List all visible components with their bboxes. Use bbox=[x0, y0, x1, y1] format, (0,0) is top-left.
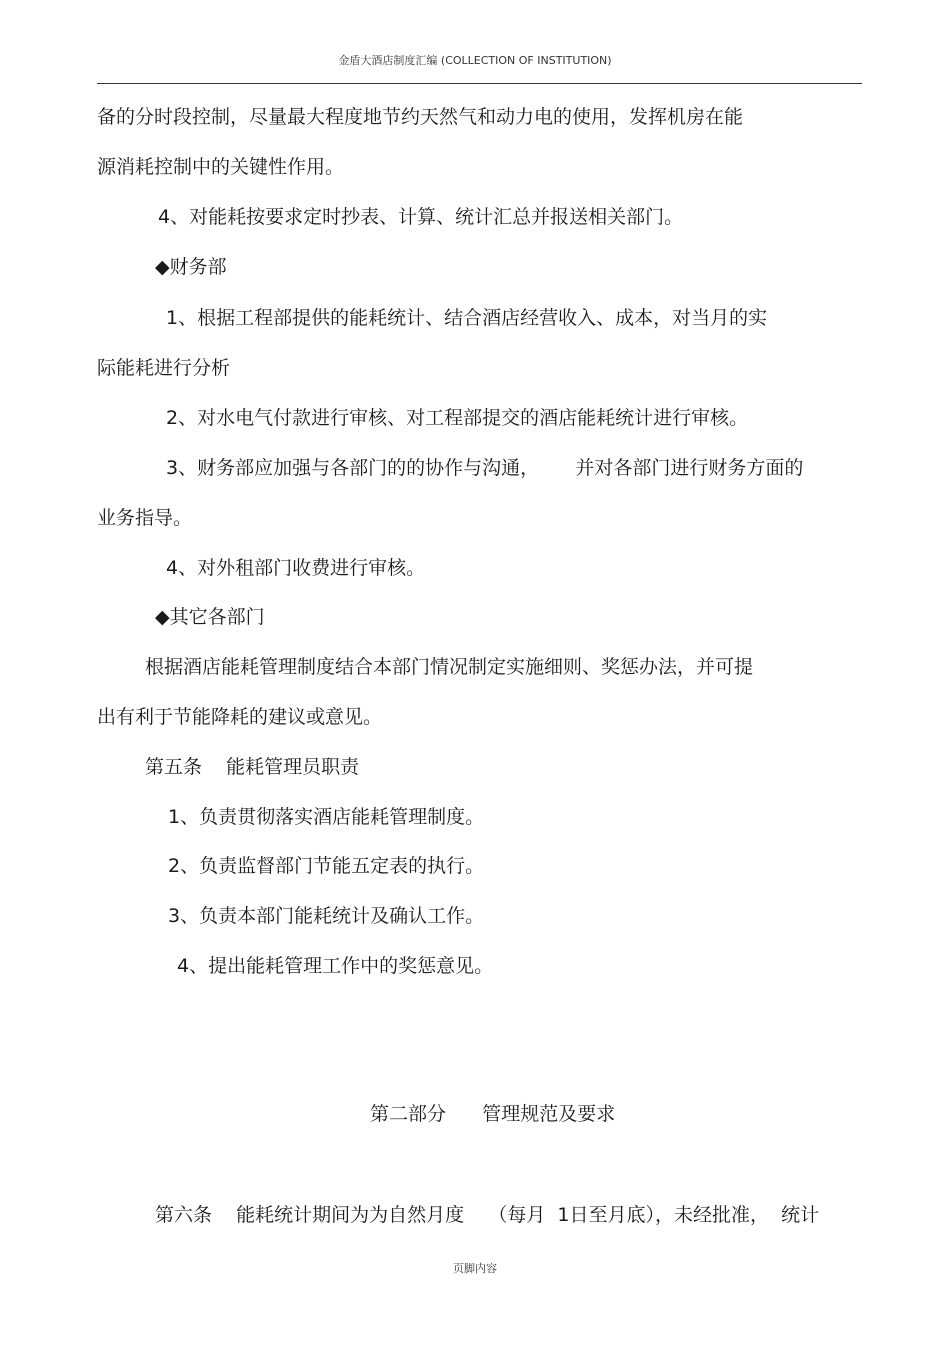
article-heading: 第五条 能耗管理员职责 bbox=[145, 756, 360, 778]
section-heading: ◆其它各部门 bbox=[155, 606, 265, 628]
text-line: 出有利于节能降耗的建议或意见。 bbox=[97, 706, 383, 728]
text-line: 源消耗控制中的关键性作用。 bbox=[97, 156, 345, 178]
text-line: 2、负责监督部门节能五定表的执行。 bbox=[168, 855, 485, 877]
text-line: 4、对外租部门收费进行审核。 bbox=[166, 557, 426, 579]
page-footer: 页脚内容 bbox=[453, 1262, 497, 1275]
header-rule bbox=[97, 83, 862, 84]
text-line: 3、负责本部门能耗统计及确认工作。 bbox=[168, 905, 485, 927]
text-line: 业务指导。 bbox=[97, 507, 193, 529]
text-line: 2、对水电气付款进行审核、对工程部提交的酒店能耗统计进行审核。 bbox=[166, 407, 749, 429]
page-header: 金盾大酒店制度汇编 (COLLECTION OF INSTITUTION) bbox=[338, 54, 612, 67]
text-line: 根据酒店能耗管理制度结合本部门情况制定实施细则、奖惩办法，并可提 bbox=[145, 656, 754, 678]
text-line: 4、提出能耗管理工作中的奖惩意见。 bbox=[177, 955, 494, 977]
text-line: 4、对能耗按要求定时抄表、计算、统计汇总并报送相关部门。 bbox=[158, 206, 684, 228]
text-line: 第六条 能耗统计期间为为自然月度 （每月 1日至月底），未经批准， 统计 bbox=[155, 1204, 820, 1226]
section-heading: ◆财务部 bbox=[155, 256, 227, 278]
text-line: 备的分时段控制，尽量最大程度地节约天然气和动力电的使用，发挥机房在能 bbox=[97, 106, 744, 128]
text-line: 际能耗进行分析 bbox=[97, 357, 231, 379]
text-line: 1、负责贯彻落实酒店能耗管理制度。 bbox=[168, 806, 485, 828]
text-line: 3、财务部应加强与各部门的的协作与沟通， 并对各部门进行财务方面的 bbox=[166, 457, 804, 479]
part-title: 第二部分 管理规范及要求 bbox=[370, 1103, 616, 1125]
text-line: 1、根据工程部提供的能耗统计、结合酒店经营收入、成本，对当月的实 bbox=[166, 307, 768, 329]
